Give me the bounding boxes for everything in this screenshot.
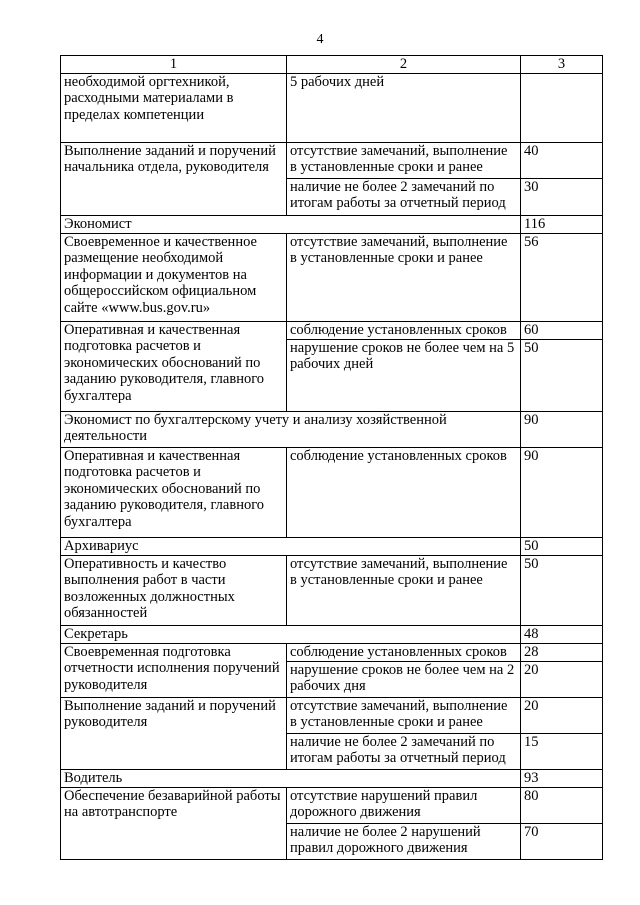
section-title: Архивариус bbox=[61, 537, 521, 555]
table-row bbox=[61, 233, 603, 321]
section-title: Секретарь bbox=[61, 625, 521, 643]
section-row bbox=[61, 769, 603, 787]
points-cell: 60 bbox=[521, 321, 603, 339]
points-cell: 15 bbox=[521, 733, 603, 769]
condition-cell: нарушение сроков не более чем на 5 рабочих дней bbox=[287, 339, 521, 411]
points-cell: 20 bbox=[521, 697, 603, 733]
points-cell: 28 bbox=[521, 643, 603, 661]
criterion-cell: Оперативная и качественная подготовка расчетов и экономических обоснований по заданию руководителя, главного бухгалтера bbox=[61, 447, 287, 537]
criterion-cell: необходимой оргтехникой, расходными материалами в пределах компетенции bbox=[61, 73, 287, 142]
section-points: 48 bbox=[521, 625, 603, 643]
section-title: Экономист bbox=[61, 215, 521, 233]
table-row bbox=[61, 447, 603, 537]
criteria-table bbox=[60, 55, 603, 860]
table-row bbox=[61, 321, 603, 339]
header-row bbox=[61, 56, 603, 74]
criterion-cell: Выполнение заданий и поручений начальника отдела, руководителя bbox=[61, 142, 287, 215]
points-cell: 80 bbox=[521, 787, 603, 823]
condition-cell: наличие не более 2 замечаний по итогам работы за отчетный период bbox=[287, 178, 521, 215]
table-row bbox=[61, 142, 603, 178]
header-col-1: 1 bbox=[61, 56, 287, 74]
points-cell: 56 bbox=[521, 233, 603, 321]
table-row bbox=[61, 643, 603, 661]
condition-cell: соблюдение установленных сроков bbox=[287, 321, 521, 339]
condition-cell: соблюдение установленных сроков bbox=[287, 643, 521, 661]
condition-cell: отсутствие замечаний, выполнение в установленные сроки и ранее bbox=[287, 555, 521, 625]
points-cell: 50 bbox=[521, 339, 603, 411]
condition-cell: нарушение сроков не более чем на 2 рабочих дня bbox=[287, 661, 521, 697]
points-cell: 20 bbox=[521, 661, 603, 697]
points-cell: 50 bbox=[521, 555, 603, 625]
condition-cell: отсутствие замечаний, выполнение в установленные сроки и ранее bbox=[287, 142, 521, 178]
table-row bbox=[61, 787, 603, 823]
page-number: 4 bbox=[316, 32, 324, 47]
section-row bbox=[61, 215, 603, 233]
table-row bbox=[61, 73, 603, 142]
criterion-cell: Выполнение заданий и поручений руководителя bbox=[61, 697, 287, 769]
condition-cell: соблюдение установленных сроков bbox=[287, 447, 521, 537]
section-row bbox=[61, 537, 603, 555]
condition-cell: отсутствие нарушений правил дорожного движения bbox=[287, 787, 521, 823]
criterion-cell: Оперативная и качественная подготовка расчетов и экономических обоснований по заданию руководителя, главного бухгалтера bbox=[61, 321, 287, 411]
criterion-cell: Своевременная подготовка отчетности исполнения поручений руководителя bbox=[61, 643, 287, 697]
header-col-3: 3 bbox=[521, 56, 603, 74]
condition-cell: наличие не более 2 нарушений правил дорожного движения bbox=[287, 823, 521, 859]
criterion-cell: Обеспечение безаварийной работы на автотранспорте bbox=[61, 787, 287, 859]
points-cell: 90 bbox=[521, 447, 603, 537]
section-points: 50 bbox=[521, 537, 603, 555]
section-points: 93 bbox=[521, 769, 603, 787]
condition-cell: отсутствие замечаний, выполнение в установленные сроки и ранее bbox=[287, 697, 521, 733]
points-cell: 30 bbox=[521, 178, 603, 215]
condition-cell: 5 рабочих дней bbox=[287, 73, 521, 142]
section-title: Экономист по бухгалтерскому учету и анализу хозяйственной деятельности bbox=[61, 411, 521, 447]
section-row bbox=[61, 411, 603, 447]
section-row bbox=[61, 625, 603, 643]
points-cell: 70 bbox=[521, 823, 603, 859]
table-row bbox=[61, 697, 603, 733]
points-cell: 40 bbox=[521, 142, 603, 178]
section-points: 90 bbox=[521, 411, 603, 447]
condition-cell: отсутствие замечаний, выполнение в установленные сроки и ранее bbox=[287, 233, 521, 321]
condition-cell: наличие не более 2 замечаний по итогам работы за отчетный период bbox=[287, 733, 521, 769]
table-row bbox=[61, 555, 603, 625]
criterion-cell: Оперативность и качество выполнения работ в части возложенных должностных обязанностей bbox=[61, 555, 287, 625]
criterion-cell: Своевременное и качественное размещение необходимой информации и документов на общероссийском официальном сайте «www.bus.gov.ru» bbox=[61, 233, 287, 321]
section-title: Водитель bbox=[61, 769, 521, 787]
points-cell bbox=[521, 73, 603, 142]
section-points: 116 bbox=[521, 215, 603, 233]
header-col-2: 2 bbox=[287, 56, 521, 74]
